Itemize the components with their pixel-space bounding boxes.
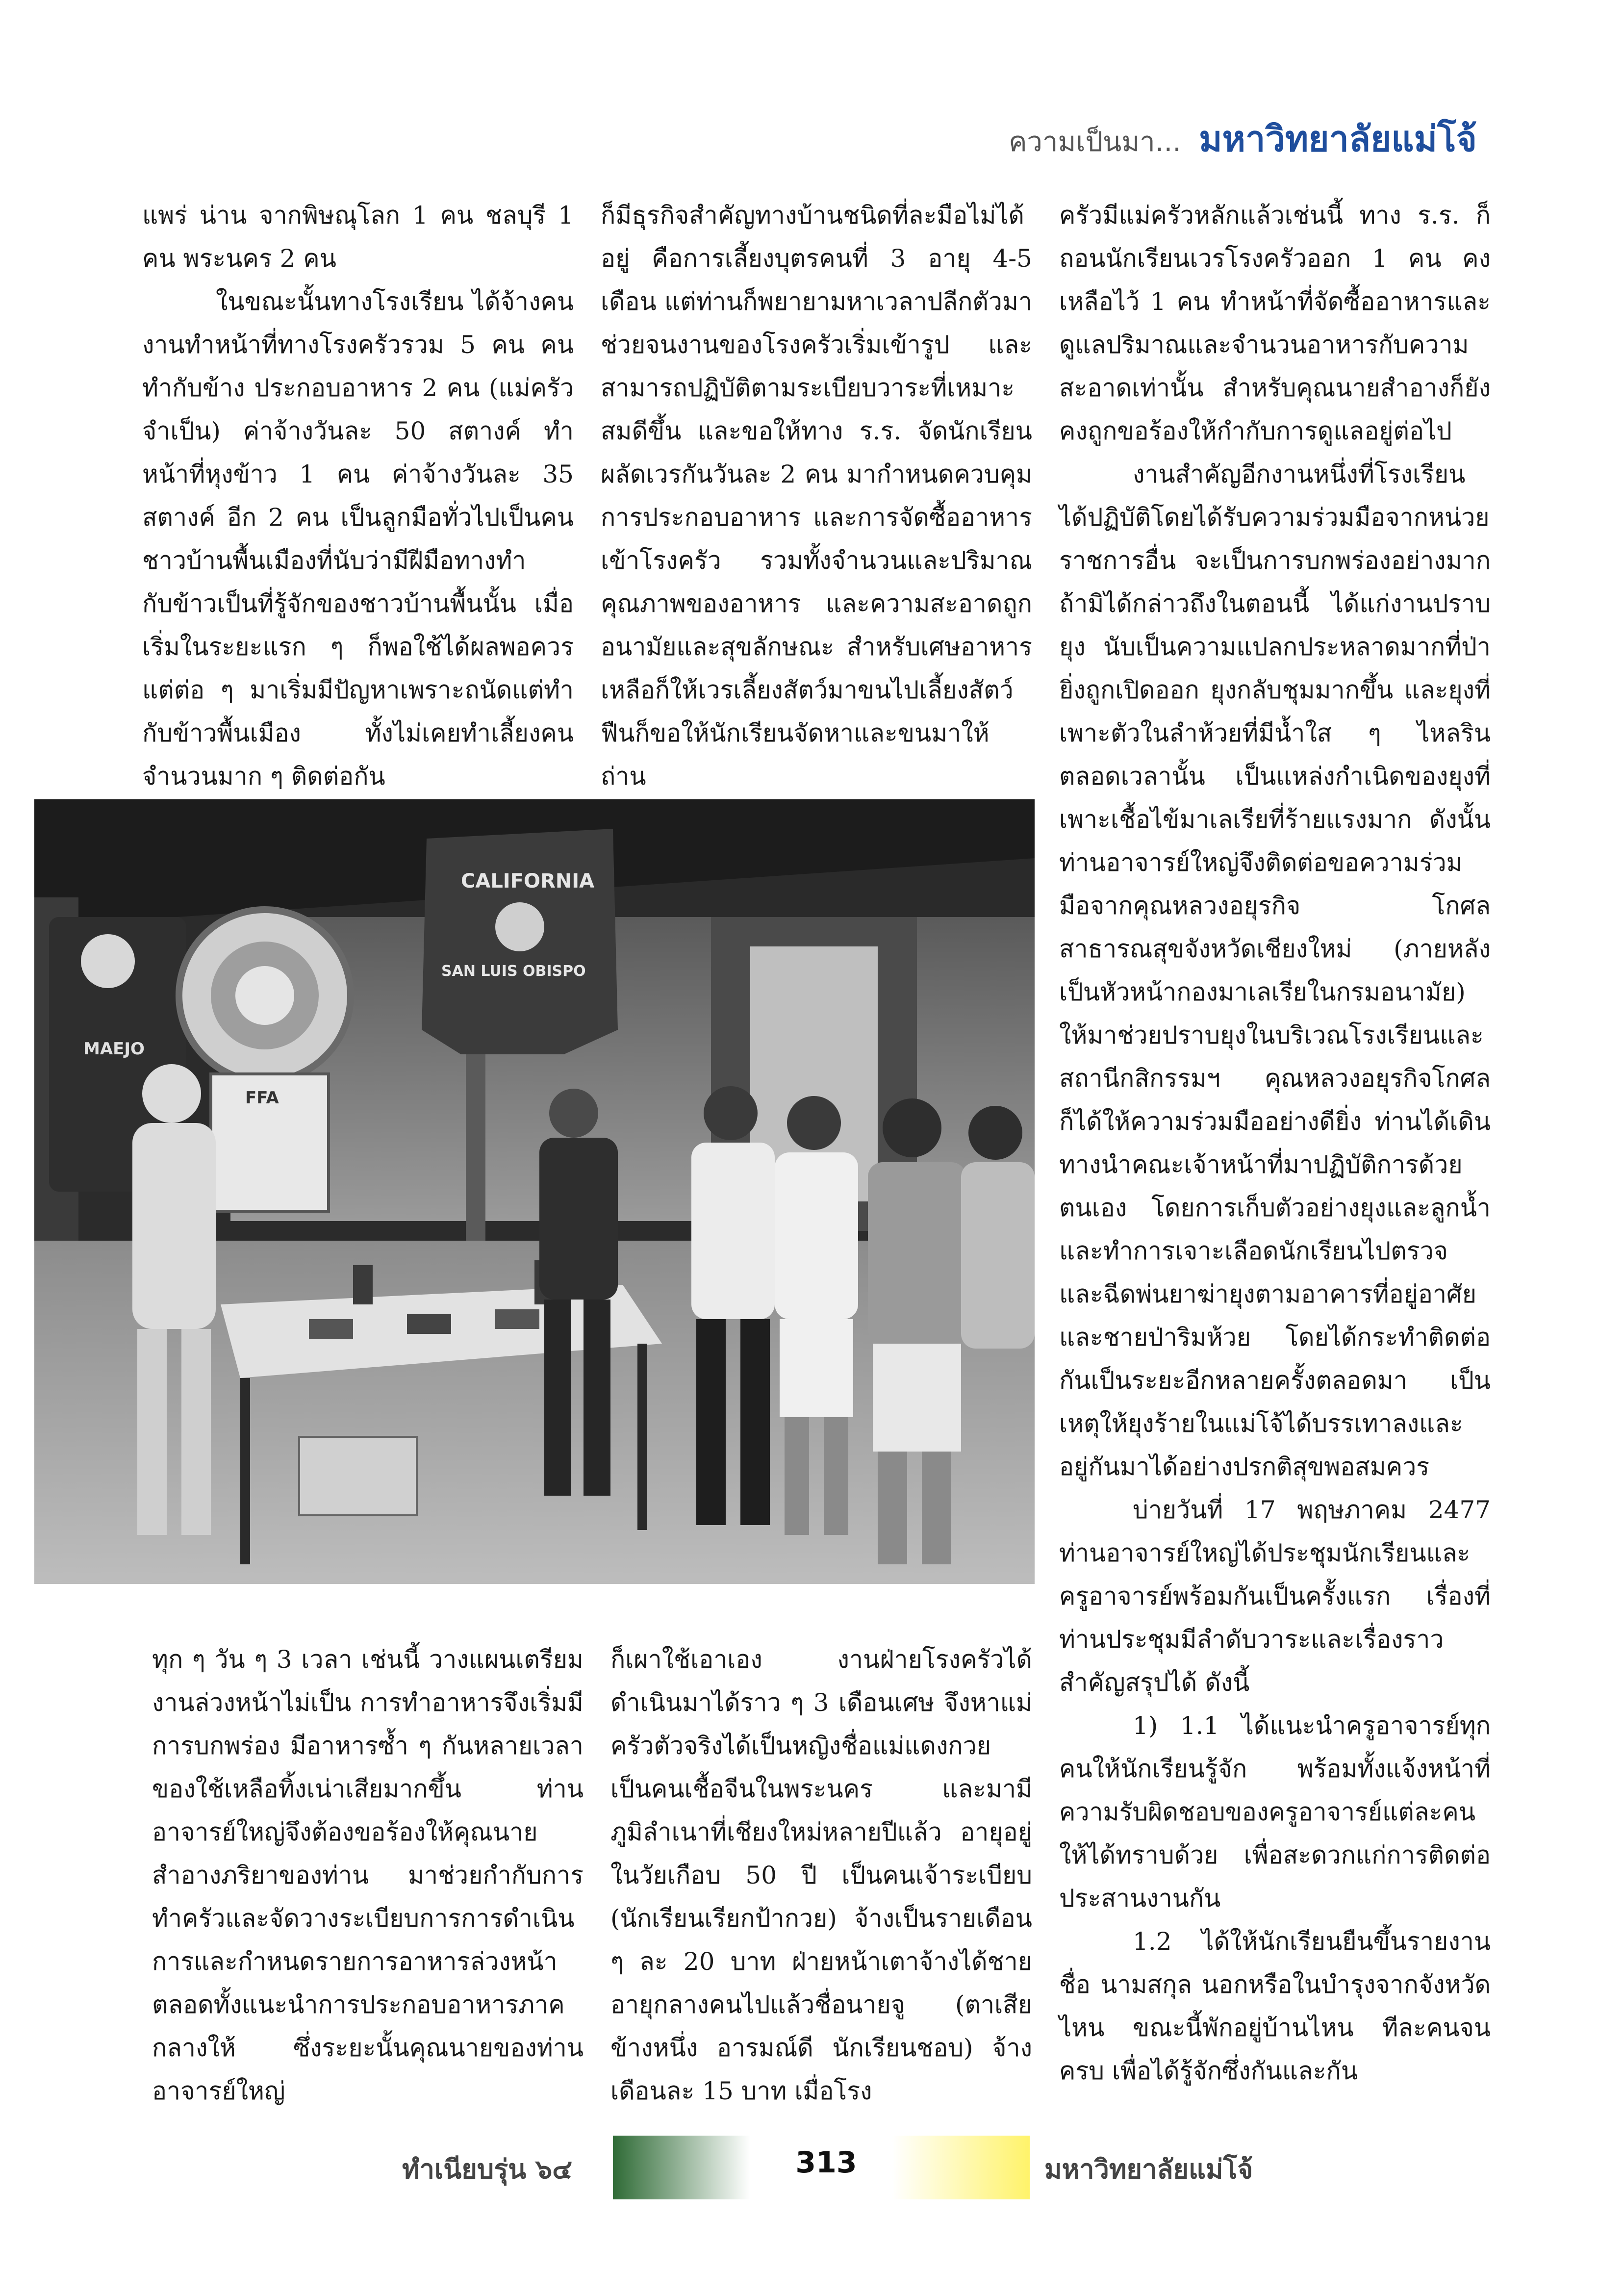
footer-yellow-band	[892, 2136, 1030, 2199]
historical-photo	[34, 799, 1035, 1584]
maejo-banner-text: MAEJO	[83, 1039, 145, 1059]
running-header	[1009, 110, 1477, 169]
text-column-top-middle	[601, 194, 1032, 790]
photo-illustration	[34, 799, 1035, 1584]
paragraph: ครัวมีแม่ครัวหลักแล้วเช่นนี้ ทาง ร.ร. ก็ถอนนักเรียนเวรโรงครัวออก 1 คน คงเหลือไว้ 1 คน ทำหน้าที่จัดซื้ออาหารและดูแลปริมาณและจำนวนอาหารกับความสะอาดเท่านั้น สำหรับคุณนายสำอางก็ยังคงถูกขอร้องให้กำกับการดูแลอยู่ต่อไป	[1059, 201, 1491, 445]
header-prefix: ความเป็นมา...	[1009, 126, 1182, 158]
paragraph: ก็เผาใช้เอาเอง งานฝ่ายโรงครัวได้ดำเนินมาได้ราว ๆ 3 เดือนเศษ จึงหาแม่ครัวตัวจริงได้เป็นหญิงชื่อแม่แดงกวย เป็นคนเชื้อจีนในพระนคร และมามีภูมิลำเนาที่เชียงใหม่หลายปีแล้ว อายุอยู่ในวัยเกือบ 50 ปี เป็นคนเจ้าระเบียบ (นักเรียนเรียกป้ากวย) จ้างเป็นรายเดือน ๆ ละ 20 บาท ฝ่ายหน้าเตาจ้างได้ชายอายุกลางคนไปแล้วชื่อนายจู (ตาเสียข้างหนึ่ง อารมณ์ดี นักเรียนชอบ) จ้างเดือนละ 15 บาท เมื่อโรง	[610, 1645, 1032, 2105]
paragraph: 1.2 ได้ให้นักเรียนยืนขึ้นรายงานชื่อ นามสกุล นอกหรือในบำรุงจากจังหวัดไหน ขณะนี้พักอยู่บ้านไหน ทีละคนจนครบ เพื่อได้รู้จักซึ่งกันและกัน	[1059, 1927, 1491, 2085]
paragraph: ในขณะนั้นทางโรงเรียน ได้จ้างคนงานทำหน้าที่ทางโรงครัวรวม 5 คน คนทำกับข้าง ประกอบอาหาร 2 คน (แม่ครัวจำเป็น) ค่าจ้างวันละ 50 สตางค์ ทำหน้าที่หุงข้าว 1 คน ค่าจ้างวันละ 35 สตางค์ อีก 2 คน เป็นลูกมือทั่วไปเป็นคนชาวบ้านพื้นเมืองที่นับว่ามีฝีมือทางทำกับข้าวเป็นที่รู้จักของชาวบ้านพื้นนั้น เมื่อเริ่มในระยะแรก ๆ ก็พอใช้ได้ผลพอควร แต่ต่อ ๆ มาเริ่มมีปัญหาเพราะถนัดแต่ทำกับข้าวพื้นเมือง ทั้งไม่เคยทำเลี้ยงคนจำนวนมาก ๆ ติดต่อกัน	[142, 287, 574, 790]
text-column-bottom-middle	[610, 1638, 1032, 2105]
footer-publication-label: ทำเนียบรุ่น ๖๔	[402, 2153, 573, 2185]
page-footer	[0, 2131, 1624, 2209]
text-column-top-left	[142, 194, 574, 790]
text-column-bottom-left	[152, 1638, 584, 2105]
page-number: 313	[795, 2145, 857, 2180]
footer-university-label: มหาวิทยาลัยแม่โจ้	[1044, 2153, 1253, 2185]
paragraph: ทุก ๆ วัน ๆ 3 เวลา เช่นนี้ วางแผนเตรียมงานล่วงหน้าไม่เป็น การทำอาหารจึงเริ่มมีการบกพร่อง มีอาหารซ้ำ ๆ กันหลายเวลา ของใช้เหลือทิ้งเน่าเสียมากขึ้น ท่านอาจารย์ใหญ่จึงต้องขอร้องให้คุณนายสำอางภริยาของท่าน มาช่วยกำกับการทำครัวและจัดวางระเบียบการการดำเนินการและกำหนดรายการอาหารล่วงหน้า ตลอดทั้งแนะนำการประกอบอาหารภาคกลางให้ ซึ่งระยะนั้นคุณนายของท่านอาจารย์ใหญ่	[152, 1645, 584, 2105]
text-column-right	[1059, 194, 1491, 2085]
paragraph: บ่ายวันที่ 17 พฤษภาคม 2477 ท่านอาจารย์ใหญ่ได้ประชุมนักเรียนและครูอาจารย์พร้อมกันเป็นครั้งแรก เรื่องที่ท่านประชุมมีลำดับวาระและเรื่องราวสำคัญสรุปได้ ดังนี้	[1059, 1496, 1491, 1697]
paragraph: แพร่ น่าน จากพิษณุโลก 1 คน ชลบุรี 1 คน พระนคร 2 คน	[142, 201, 574, 273]
header-brand: มหาวิทยาลัยแม่โจ้	[1199, 118, 1477, 159]
paragraph: งานสำคัญอีกงานหนึ่งที่โรงเรียนได้ปฏิบัติโดยได้รับความร่วมมือจากหน่วยราชการอื่น จะเป็นการบกพร่องอย่างมากถ้ามิได้กล่าวถึงในตอนนี้ ได้แก่งานปราบยุง นับเป็นความแปลกประหลาดมากที่ป่ายิ่งถูกเปิดออก ยุงกลับชุมมากขึ้น และยุงที่เพาะตัวในลำห้วยที่มีน้ำใส ๆ ไหลรินตลอดเวลานั้น เป็นแหล่งกำเนิดของยุงที่เพาะเชื้อไข้มาเลเรียที่ร้ายแรงมาก ดังนั้นท่านอาจารย์ใหญ่จึงติดต่อขอความร่วมมือจากคุณหลวงอยุรกิจ โกศลสาธารณสุขจังหวัดเชียงใหม่ (ภายหลังเป็นหัวหน้ากองมาเลเรียในกรมอนามัย) ให้มาช่วยปราบยุงในบริเวณโรงเรียนและสถานีกสิกรรมฯ คุณหลวงอยุรกิจโกศลก็ได้ให้ความร่วมมืออย่างดียิ่ง ท่านได้เดินทางนำคณะเจ้าหน้าที่มาปฏิบัติการด้วยตนเอง โดยการเก็บตัวอย่างยุงและลูกน้ำ และทำการเจาะเลือดนักเรียนไปตรวจ และฉีดพ่นยาฆ่ายุงตามอาคารที่อยู่อาศัยและชายป่าริมห้วย โดยได้กระทำติดต่อกันเป็นระยะอีกหลายครั้งตลอดมา เป็นเหตุให้ยุงร้ายในแม่โจ้ได้บรรเทาลงและอยู่กันมาได้อย่างปรกติสุขพอสมควร	[1059, 460, 1491, 1481]
footer-green-band	[613, 2136, 750, 2199]
ffa-sign-text: FFA	[245, 1088, 279, 1108]
paragraph: 1) 1.1 ได้แนะนำครูอาจารย์ทุกคนให้นักเรียนรู้จัก พร้อมทั้งแจ้งหน้าที่ความรับผิดชอบของครูอาจารย์แต่ละคนให้ได้ทราบด้วย เพื่อสะดวกแก่การติดต่อประสานงานกัน	[1059, 1711, 1491, 1912]
california-text: CALIFORNIA	[461, 870, 595, 892]
san-luis-obispo-text: SAN LUIS OBISPO	[441, 963, 586, 980]
paragraph: ก็มีธุรกิจสำคัญทางบ้านชนิดที่ละมือไม่ได้อยู่ คือการเลี้ยงบุตรคนที่ 3 อายุ 4-5 เดือน แต่ท่านก็พยายามหาเวลาปลีกตัวมาช่วยจนงานของโรงครัวเริ่มเข้ารูป และสามารถปฏิบัติตามระเบียบวาระที่เหมาะสมดีขึ้น และขอให้ทาง ร.ร. จัดนักเรียนผลัดเวรกันวันละ 2 คน มากำหนดควบคุมการประกอบอาหาร และการจัดซื้ออาหารเข้าโรงครัว รวมทั้งจำนวนและปริมาณคุณภาพของอาหาร และความสะอาดถูกอนามัยและสุขลักษณะ สำหรับเศษอาหารเหลือก็ให้เวรเลี้ยงสัตว์มาขนไปเลี้ยงสัตว์ ฟืนก็ขอให้นักเรียนจัดหาและขนมาให้ ถ่าน	[601, 201, 1032, 790]
